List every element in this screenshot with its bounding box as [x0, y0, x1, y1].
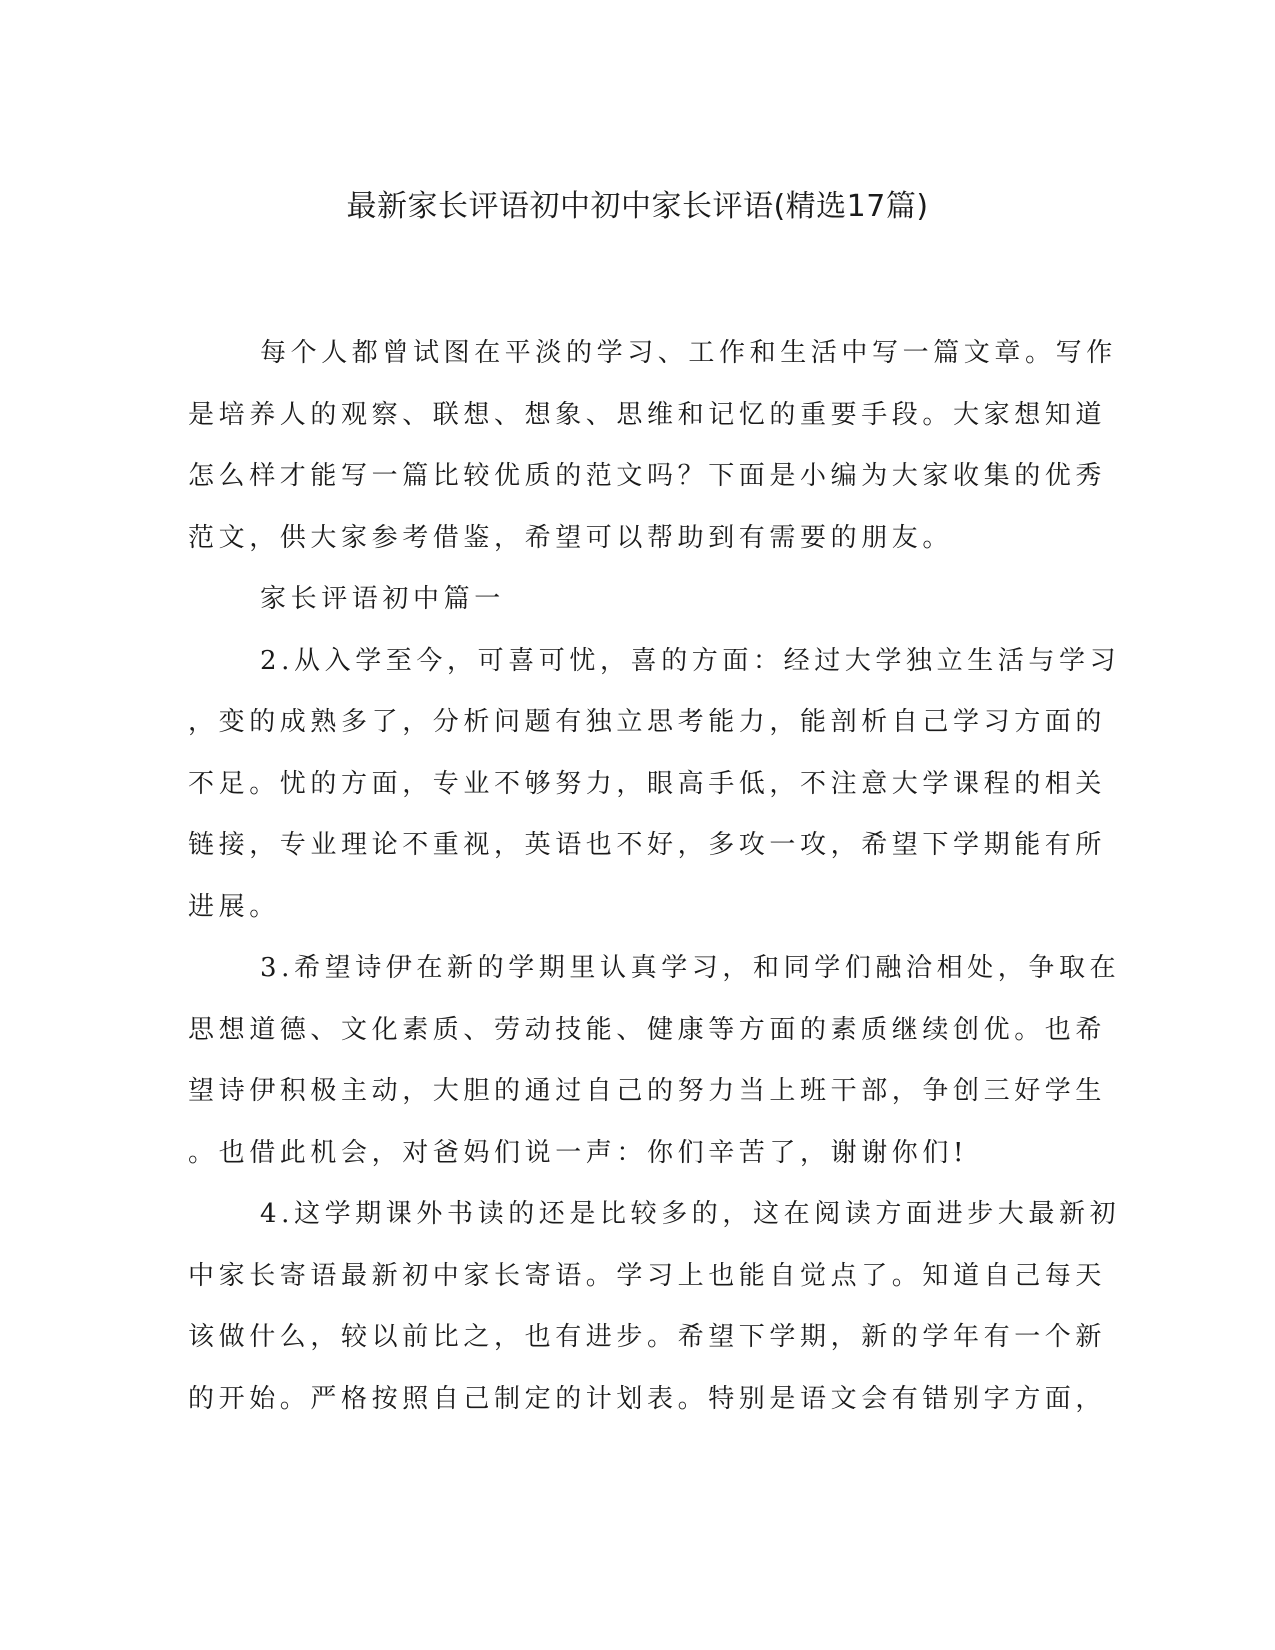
paragraph-line: 每个人都曾试图在平淡的学习、工作和生活中写一篇文章。写作 [260, 338, 1117, 368]
paragraph-line: ，变的成熟多了，分析问题有独立思考能力，能剖析自己学习方面的 [188, 707, 1107, 737]
paragraph-line: 望诗伊积极主动，大胆的通过自己的努力当上班干部，争创三好学生 [188, 1076, 1107, 1106]
paragraph-line: 是培养人的观察、联想、想象、思维和记忆的重要手段。大家想知道 [188, 399, 1107, 430]
paragraph-line: 3.希望诗伊在新的学期里认真学习，和同学们融洽相处，争取在 [260, 953, 1121, 983]
paragraph-line: 的开始。严格按照自己制定的计划表。特别是语文会有错别字方面， [188, 1383, 1107, 1414]
paragraph-line: 该做什么，较以前比之，也有进步。希望下学期，新的学年有一个新 [188, 1322, 1107, 1352]
paragraph-line: 思想道德、文化素质、劳动技能、健康等方面的素质继续创优。也希 [188, 1014, 1107, 1045]
document-title: 最新家长评语初中初中家长评语(精选17篇) [346, 189, 929, 224]
paragraph-line: 怎么样才能写一篇比较优质的范文吗？下面是小编为大家收集的优秀 [188, 461, 1107, 491]
paragraph-line: 进展。 [188, 891, 280, 922]
section-heading: 家长评语初中篇一 [260, 584, 505, 614]
paragraph-line: 不足。忧的方面，专业不够努力，眼高手低，不注意大学课程的相关 [188, 768, 1107, 799]
paragraph-line: 。也借此机会，对爸妈们说一声：你们辛苦了，谢谢你们! [188, 1137, 969, 1168]
document-body [188, 323, 1121, 1430]
paragraph-line: 4.这学期课外书读的还是比较多的，这在阅读方面进步大最新初 [260, 1199, 1121, 1229]
paragraph-line: 范文，供大家参考借鉴，希望可以帮助到有需要的朋友。 [188, 522, 954, 553]
paragraph-line: 中家长寄语最新初中家长寄语。学习上也能自觉点了。知道自己每天 [188, 1260, 1107, 1291]
paragraph-line: 链接，专业理论不重视，英语也不好，多攻一攻，希望下学期能有所 [188, 830, 1107, 860]
paragraph-line: 2.从入学至今，可喜可忧，喜的方面：经过大学独立生活与学习 [260, 645, 1121, 676]
